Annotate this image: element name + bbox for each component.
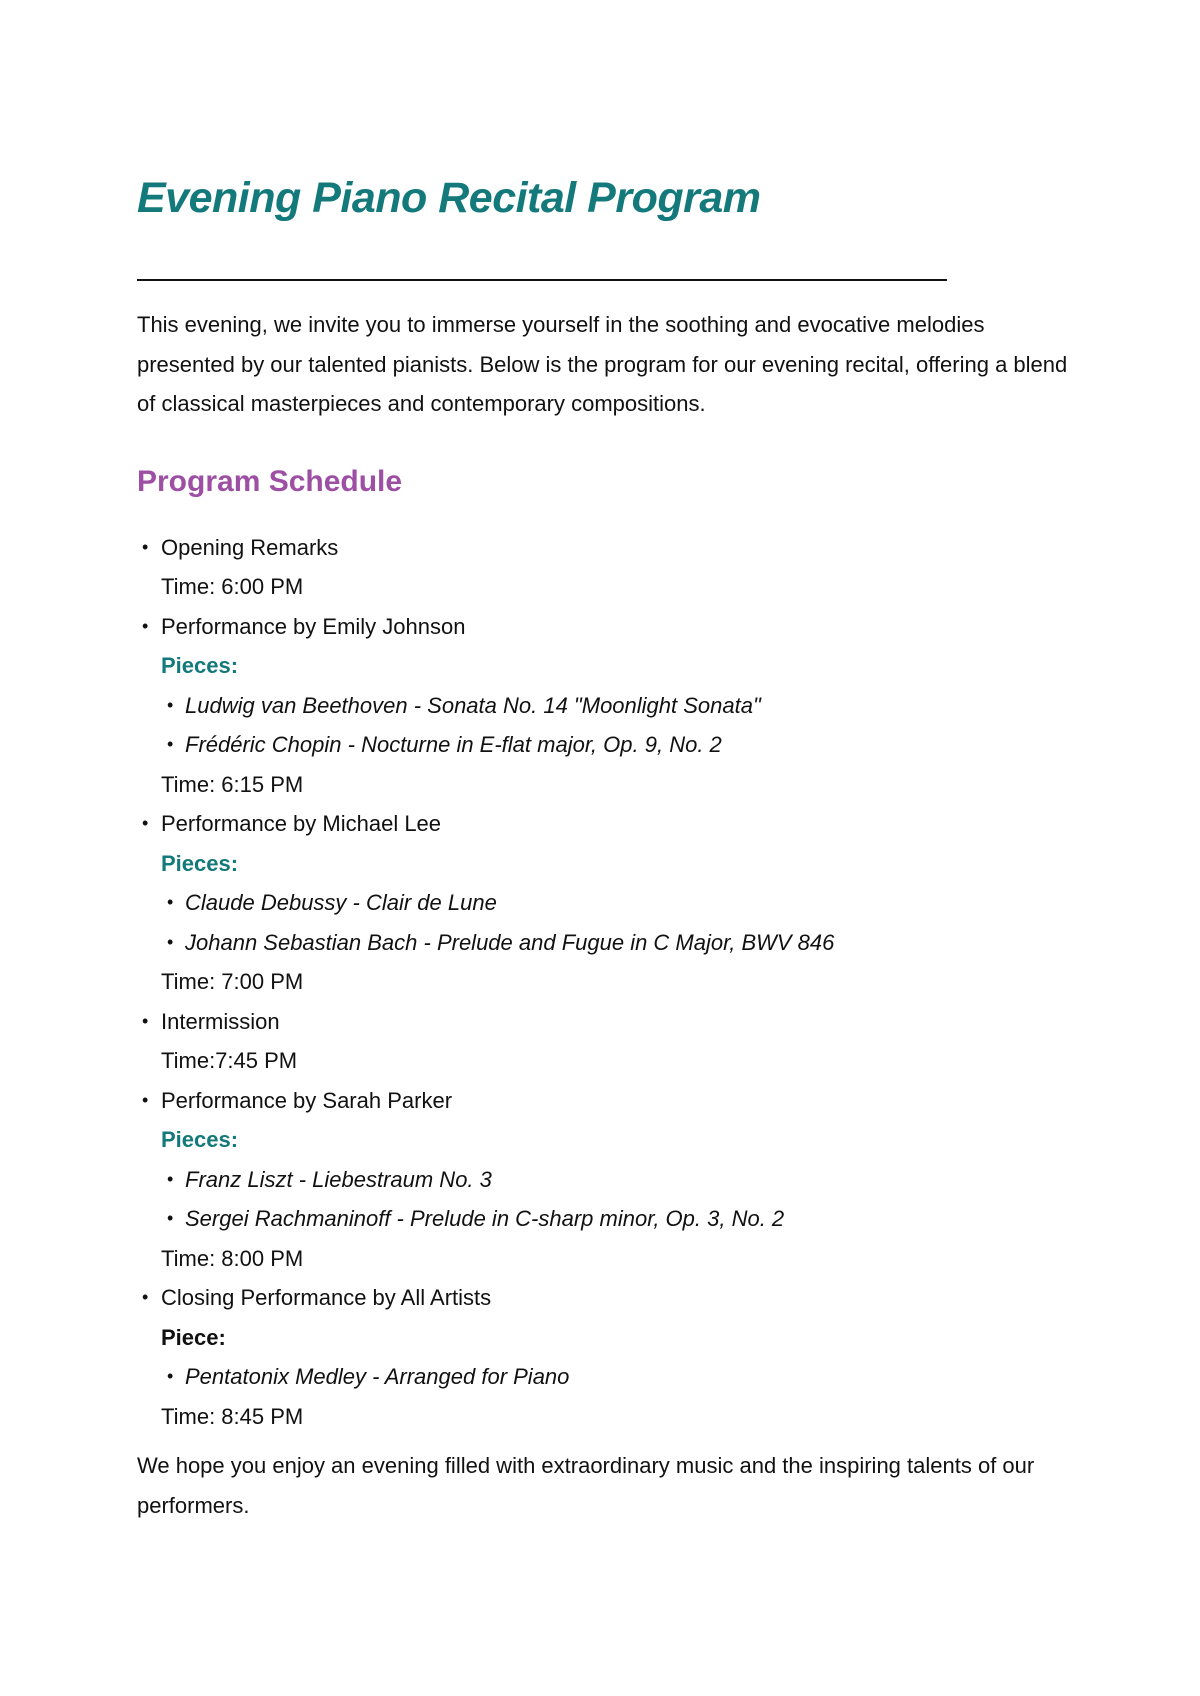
piece-item: • Ludwig van Beethoven - Sonata No. 14 "Moonlight Sonata" [137,686,1080,726]
pieces-label: Pieces: [161,850,239,876]
schedule-item-time: Time: 8:45 PM [161,1403,304,1429]
schedule-item [137,1278,1080,1436]
schedule-item-time: Time: 7:00 PM [161,969,304,994]
piece-item: • Frédéric Chopin - Nocturne in E-flat major, Op. 9, No. 2 [137,725,1080,765]
schedule-item [137,528,1080,607]
intro-paragraph: This evening, we invite you to immerse yourself in the soothing and evocative melodies presented by our talented pianists. Below is the program for our evening recital, offering a blend of classical masterpieces and contemporary compositions. [137,312,1068,416]
piece-item: • Claude Debussy - Clair de Lune [137,883,1080,923]
closing-paragraph: We hope you enjoy an evening filled with extraordinary music and the inspiring talents of our performers. [137,1453,1035,1518]
program-schedule-list [137,528,1080,1437]
schedule-item-name: • Performance by Emily Johnson [137,607,1080,647]
piece-item: • Sergei Rachmaninoff - Prelude in C-sharp minor, Op. 3, No. 2 [137,1199,1080,1239]
schedule-item [137,804,1080,1002]
schedule-item-name: • Opening Remarks [137,528,1080,568]
schedule-item-name: • Closing Performance by All Artists [137,1278,1080,1318]
schedule-item-name: • Performance by Michael Lee [137,804,1080,844]
title-divider [137,279,947,281]
schedule-item-name: • Intermission [137,1002,1080,1042]
schedule-item [137,1002,1080,1081]
schedule-item-time: Time: 6:00 PM [161,574,304,599]
section-heading: Program Schedule [137,464,403,498]
pieces-label: Pieces: [161,653,239,678]
schedule-item-time: Time: 6:15 PM [161,771,304,797]
pieces-label: Pieces: [161,1127,239,1152]
schedule-item [137,1081,1080,1279]
page-title: Evening Piano Recital Program [137,174,761,222]
schedule-item-time: Time: 8:00 PM [161,1245,304,1271]
piece-item: • Johann Sebastian Bach - Prelude and Fugue in C Major, BWV 846 [137,923,1080,963]
pieces-label: Piece: [161,1324,226,1350]
schedule-item-name: • Performance by Sarah Parker [137,1081,1080,1121]
piece-item: • Franz Liszt - Liebestraum No. 3 [137,1160,1080,1200]
piece-item: • Pentatonix Medley - Arranged for Piano [137,1357,1080,1397]
schedule-item-time: Time:7:45 PM [161,1048,298,1073]
schedule-item [137,607,1080,805]
